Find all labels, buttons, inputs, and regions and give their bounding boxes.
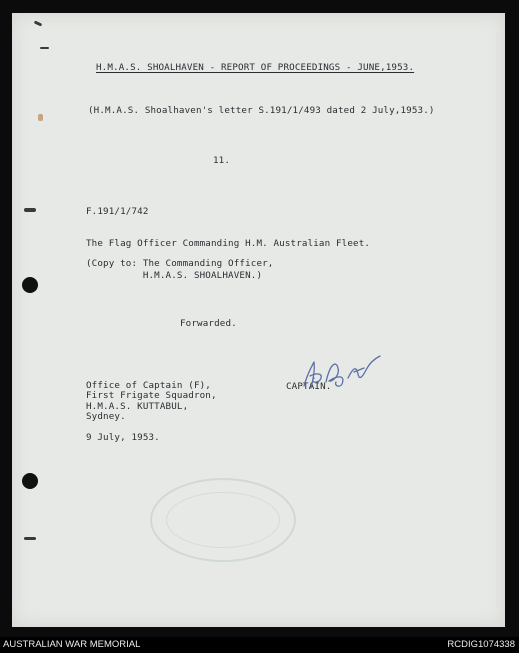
address-line: Sydney.: [86, 411, 126, 423]
document-date: 9 July, 1953.: [86, 432, 160, 443]
document-title: H.M.A.S. SHOALHAVEN - REPORT OF PROCEEDINGS - JUNE,1953.: [96, 62, 415, 73]
page-number: 11.: [213, 155, 231, 166]
address-line: First Frigate Squadron,: [86, 390, 217, 402]
address-line: H.M.A.S. KUTTABUL,: [86, 400, 189, 412]
copy-to-line-1: (Copy to: The Commanding Officer,: [86, 258, 274, 269]
punch-hole: [22, 277, 38, 293]
signatory-title: CAPTAIN.: [286, 381, 332, 392]
handwritten-signature: [296, 352, 386, 394]
catalogue-id: RCDIG1074338: [447, 639, 515, 650]
copy-to-line-2: H.M.A.S. SHOALHAVEN.): [86, 270, 263, 281]
faded-stamp: [150, 478, 296, 562]
institution-label: AUSTRALIAN WAR MEMORIAL: [3, 639, 141, 650]
addressee-line: The Flag Officer Commanding H.M. Australian Fleet.: [86, 238, 371, 249]
action-text: Forwarded.: [180, 318, 237, 329]
reference-line: (H.M.A.S. Shoalhaven's letter S.191/1/493 dated 2 July,1953.): [88, 105, 435, 116]
sender-address: [86, 381, 217, 423]
archive-footer: [0, 637, 519, 653]
rust-mark: [38, 114, 43, 121]
address-line: Office of Captain (F),: [86, 380, 211, 391]
file-number: F.191/1/742: [86, 206, 149, 217]
staple-mark: [24, 537, 36, 540]
punch-hole: [22, 473, 38, 489]
staple-mark: [24, 208, 36, 212]
paper-blemish: [40, 47, 49, 49]
